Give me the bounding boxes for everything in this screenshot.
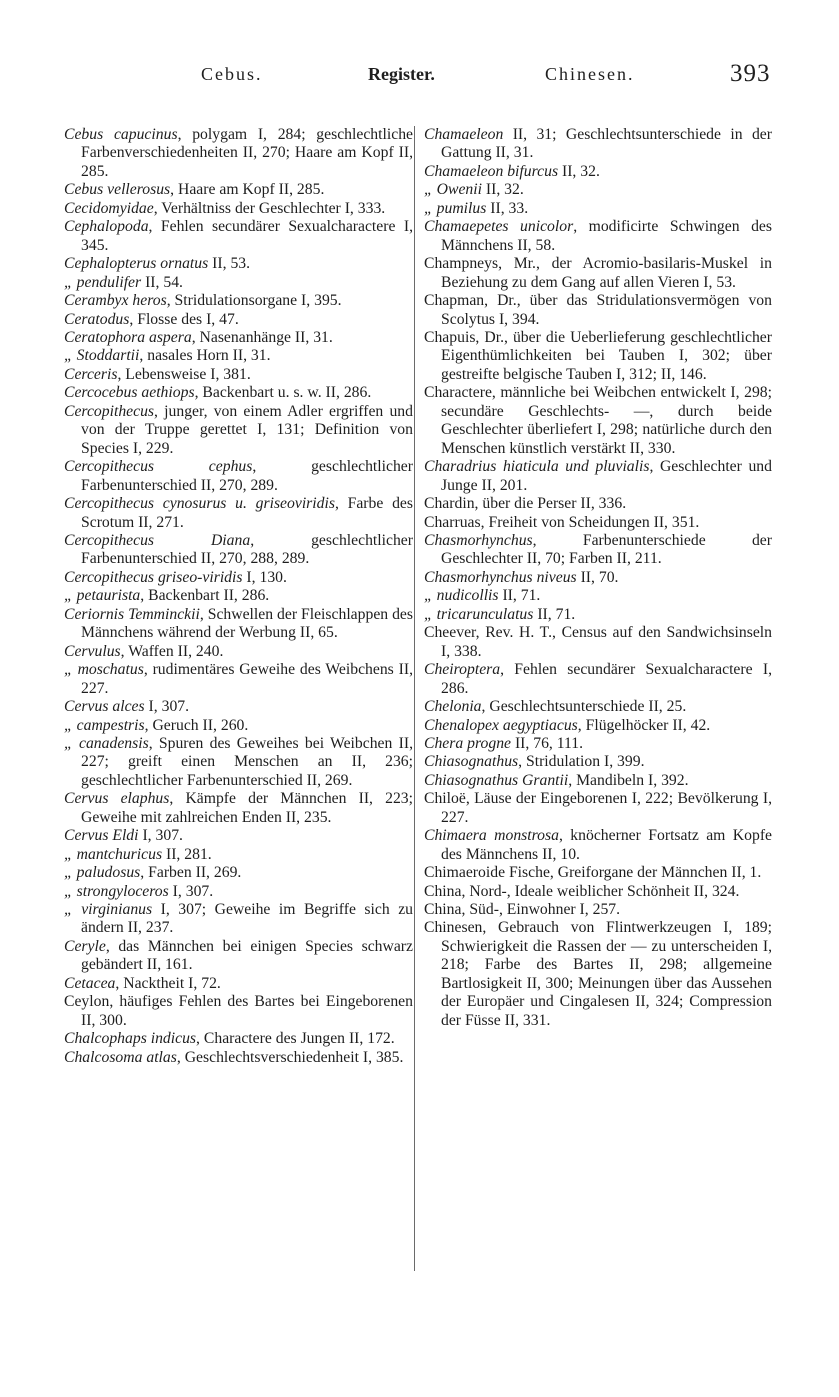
index-entry: [64, 735, 413, 790]
index-text: II, 53.: [208, 255, 251, 273]
index-entry: [64, 384, 413, 402]
index-text: , Backenbart II, 286.: [140, 587, 270, 605]
index-term: Cervus alces: [64, 698, 145, 716]
index-text: Chimaeroide Fische, Greiforgane der Männchen II, 1.: [424, 864, 762, 882]
index-entry: [424, 587, 772, 605]
index-entry: [424, 772, 772, 790]
index-term: Cercopithecus cephus: [64, 458, 253, 476]
index-term: Cephalopterus ornatus: [64, 255, 209, 273]
index-term: Cecidomyidae: [64, 199, 154, 217]
index-term: „ campestris: [64, 716, 145, 734]
index-term: Chamaepetes unicolor: [424, 218, 574, 236]
index-text: , Nacktheit I, 72.: [115, 974, 221, 992]
index-entry: [64, 606, 413, 643]
index-term: „ tricarunculatus: [424, 605, 534, 623]
index-text: I, 307.: [138, 827, 183, 845]
index-term: „ virginianus: [64, 901, 153, 919]
index-entry: [424, 532, 772, 569]
index-term: Charadrius hiaticula und pluvialis: [424, 458, 650, 476]
index-term: „ pumilus: [424, 199, 487, 217]
index-term: Chalcosoma atlas: [64, 1048, 177, 1066]
index-text: II, 70.: [576, 568, 619, 586]
index-entry: [64, 790, 413, 827]
index-term: Chiasognathus Grantii: [424, 771, 569, 789]
index-text: II, 32.: [481, 181, 524, 199]
index-entry: [64, 883, 413, 901]
index-entry: [424, 790, 772, 827]
index-text: China, Nord-, Ideale weiblicher Schönheit II, 324.: [424, 882, 740, 900]
index-term: Cervulus: [64, 642, 121, 660]
index-text: , Farben II, 269.: [140, 864, 242, 882]
index-entry: [424, 717, 772, 735]
index-entry: [424, 901, 772, 919]
index-text: Chapman, Dr., über das Stridulationsvermögen von Scolytus I, 394.: [424, 292, 772, 328]
index-term: Chamaeleon bifurcus: [424, 162, 559, 180]
index-term: Cebus capucinus: [64, 126, 178, 143]
page-header: [66, 58, 771, 92]
index-term: Chalcophaps indicus: [64, 1030, 197, 1048]
index-entry: [64, 864, 413, 882]
index-entry: [64, 532, 413, 569]
index-entry: [64, 846, 413, 864]
index-text: Cheever, Rev. H. T., Census auf den Sandwichsinseln I, 338.: [424, 624, 772, 660]
index-entry: [64, 292, 413, 310]
index-text: Chardin, über die Perser II, 336.: [424, 495, 627, 513]
index-entry: [424, 181, 772, 199]
page-number: 393: [730, 60, 771, 87]
index-term: Chasmorhynchus niveus: [424, 568, 577, 586]
index-text: I, 130.: [242, 568, 287, 586]
index-text: , Verhältniss der Geschlechter I, 333.: [153, 199, 386, 217]
index-column-right: [424, 126, 772, 1030]
index-text: Ceylon, häufiges Fehlen des Bartes bei Eingeborenen II, 300.: [64, 993, 413, 1029]
index-text: II, 31; Geschlechtsunterschiede in der Gattung II, 31.: [441, 126, 772, 162]
index-term: Cervus Eldi: [64, 827, 139, 845]
index-text: , Geschlechtsverschiedenheit I, 385.: [176, 1048, 404, 1066]
index-entry: [424, 255, 772, 292]
index-entry: [64, 993, 413, 1030]
index-text: II, 54.: [141, 273, 183, 291]
index-text: I, 307.: [168, 882, 214, 900]
index-text: , Flosse des I, 47.: [129, 310, 239, 328]
index-text: , Farbe des Scrotum II, 271.: [81, 495, 413, 531]
index-entry: [424, 735, 772, 753]
index-term: „ strongyloceros: [64, 882, 169, 900]
index-text: II, 71.: [498, 587, 541, 605]
index-entry: [424, 606, 772, 624]
index-text: , Charactere des Jungen II, 172.: [196, 1030, 395, 1048]
index-entry: [64, 661, 413, 698]
index-entry: [424, 292, 772, 329]
index-entry: [424, 919, 772, 1030]
index-entry: [64, 274, 413, 292]
index-term: Cercopithecus Diana: [64, 531, 251, 549]
index-text: , geschlechtlicher Farbenunterschied II, 270, 289.: [81, 458, 413, 494]
index-text: , polygam I, 284; geschlechtliche Farbenverschiedenheiten II, 270; Haare am Kopf II, 285.: [81, 126, 413, 180]
index-entry: [424, 569, 772, 587]
index-text: Chiloë, Läuse der Eingeborenen I, 222; Bevölkerung I, 227.: [424, 790, 772, 826]
index-entry: [64, 698, 413, 716]
header-left-word: Cebus.: [201, 64, 263, 84]
index-entry: [424, 514, 772, 532]
index-term: Cebus vellerosus: [64, 181, 171, 199]
index-text: , Schwellen der Fleischlappen des Männchens während der Werbung II, 65.: [81, 605, 414, 642]
index-term: Cercopithecus cynosurus u. griseoviridis: [64, 495, 335, 513]
index-text: , geschlechtlicher Farbenunterschied II, 270, 288, 289.: [81, 531, 413, 568]
index-term: Cercocebus aethiops: [64, 384, 195, 402]
index-entry: [424, 864, 772, 882]
index-entry: [64, 181, 413, 199]
index-entry: [424, 661, 772, 698]
header-center-word: Register.: [368, 64, 435, 84]
index-text: , Lebensweise I, 381.: [117, 365, 251, 383]
index-entry: [424, 883, 772, 901]
index-text: , das Männchen bei einigen Species schwarz gebändert II, 161.: [81, 937, 413, 974]
index-term: Ceryle: [64, 937, 106, 955]
index-text: II, 76, 111.: [511, 734, 584, 752]
index-text: , Kämpfe der Männchen II, 223; Geweihe mit zahlreichen Enden II, 235.: [81, 790, 414, 826]
index-term: Cetacea: [64, 974, 116, 992]
index-term: Cervus elaphus: [64, 790, 170, 808]
index-term: Chamaeleon: [424, 126, 504, 143]
index-text: , Waffen II, 240.: [120, 642, 224, 660]
index-entry: [424, 698, 772, 716]
index-entry: [64, 938, 413, 975]
index-entry: [424, 126, 772, 163]
index-text: Charactere, männliche bei Weibchen entwickelt I, 298; secundäre Geschlechts- —, durch beide Geschlechter überliefert I, 298; natürliche durch den Menschen künstlich verstärkt II, 330.: [424, 384, 772, 457]
index-term: Cercopithecus: [64, 402, 155, 420]
index-entry: [64, 569, 413, 587]
index-entry: [64, 1030, 413, 1048]
index-entry: [424, 218, 772, 255]
index-text: , Spuren des Geweihes bei Weibchen II, 227; greift einen Menschen an II, 236; geschlechtlicher Farbenunterschied II, 269.: [81, 734, 413, 789]
index-entry: [424, 329, 772, 384]
index-term: Chasmorhynchus: [424, 531, 533, 549]
index-term: Chera progne: [424, 734, 512, 752]
index-entry: [64, 587, 413, 605]
index-text: II, 32.: [558, 162, 600, 180]
index-entry: [64, 458, 413, 495]
index-entry: [424, 827, 772, 864]
index-text: , Stridulation I, 399.: [518, 753, 645, 771]
index-text: Charruas, Freiheit von Scheidungen II, 351.: [424, 513, 700, 531]
index-entry: [64, 403, 413, 458]
index-text: , Backenbart u. s. w. II, 286.: [194, 384, 372, 402]
index-entry: [64, 255, 413, 273]
index-column-left: [64, 126, 413, 1067]
index-text: , Geruch II, 260.: [144, 716, 249, 734]
index-term: „ Owenii: [424, 181, 482, 199]
index-text: II, 33.: [486, 199, 529, 217]
index-entry: [424, 200, 772, 218]
index-text: , Flügelhöcker II, 42.: [577, 716, 711, 734]
index-text: I, 307; Geweihe im Begriffe sich zu ändern II, 237.: [81, 901, 413, 937]
index-text: II, 71.: [533, 605, 576, 623]
index-entry: [64, 495, 413, 532]
index-term: Chelonia: [424, 698, 482, 716]
index-term: „ mantchuricus: [64, 845, 163, 863]
index-text: Chapuis, Dr., über die Ueberlieferung geschlechtlicher Eigenthümlichkeiten bei Tauben I, 302; über gestreifte belgische Tauben I, 312; II, 146.: [424, 328, 772, 383]
index-entry: [64, 218, 413, 255]
index-term: Ceratodus: [64, 310, 130, 328]
index-text: , Haare am Kopf II, 285.: [170, 181, 325, 199]
index-entry: [64, 643, 413, 661]
index-entry: [64, 366, 413, 384]
index-text: , Geschlechtsunterschiede II, 25.: [481, 698, 687, 716]
index-text: , Stridulationsorgane I, 395.: [166, 292, 342, 310]
index-entry: [424, 163, 772, 181]
index-term: „ canadensis: [64, 734, 149, 752]
index-term: „ petaurista: [64, 587, 141, 605]
index-text: , Nasenanhänge II, 31.: [191, 328, 333, 346]
index-entry: [424, 384, 772, 458]
index-entry: [64, 975, 413, 993]
index-text: II, 281.: [162, 845, 212, 863]
index-entry: [64, 200, 413, 218]
index-text: Champneys, Mr., der Acromio-basilaris-Muskel in Beziehung zu dem Gang auf allen Vieren I, 53.: [424, 255, 772, 291]
index-term: Ceratophora aspera: [64, 328, 192, 346]
index-term: Cerceris: [64, 365, 118, 383]
index-entry: [64, 717, 413, 735]
index-text: , Fehlen secundärer Sexualcharactere I, 345.: [81, 218, 413, 254]
index-term: Chimaera monstrosa: [424, 827, 559, 845]
index-text: , Farbenunterschiede der Geschlechter II, 70; Farben II, 211.: [441, 531, 772, 568]
index-term: Cheiroptera: [424, 661, 501, 679]
index-term: „ pendulifer: [64, 273, 142, 291]
index-text: , modificirte Schwingen des Männchens II, 58.: [441, 218, 772, 254]
index-term: Cerambyx heros: [64, 292, 167, 310]
index-text: China, Süd-, Einwohner I, 257.: [424, 901, 621, 919]
index-term: Cercopithecus griseo-viridis: [64, 568, 243, 586]
index-entry: [424, 495, 772, 513]
index-text: , knöcherner Fortsatz am Kopfe des Männchens II, 10.: [441, 827, 773, 863]
header-right-word: Chinesen.: [545, 64, 635, 84]
index-term: „ nudicollis: [424, 587, 499, 605]
index-entry: [64, 329, 413, 347]
index-term: Cephalopoda: [64, 218, 149, 236]
index-text: , rudimentäres Geweihe des Weibchens II, 227.: [81, 661, 413, 697]
index-entry: [424, 458, 772, 495]
index-entry: [424, 624, 772, 661]
index-text: I, 307.: [144, 698, 190, 716]
index-entry: [64, 347, 413, 365]
index-text: , Fehlen secundärer Sexualcharactere I, 286.: [441, 661, 772, 697]
column-divider: [414, 126, 415, 1271]
index-text: , Mandibeln I, 392.: [568, 771, 689, 789]
index-term: „ paludosus: [64, 864, 141, 882]
index-term: „ Stoddartii: [64, 347, 140, 365]
index-entry: [64, 1049, 413, 1067]
index-text: , nasales Horn II, 31.: [139, 347, 271, 365]
index-text: Chinesen, Gebrauch von Flintwerkzeugen I, 189; Schwierigkeit die Rassen der — zu unterscheiden I, 218; Farbe des Bartes II, 298; allgemeine Bartlosigkeit II, 300; Meinungen über das Aussehen der Europäer und Cingalesen II, 324; Compression der Füsse II, 331.: [424, 919, 772, 1029]
index-text: , junger, von einem Adler ergriffen und von der Truppe gerettet I, 131; Definition von Species I, 229.: [81, 402, 413, 457]
index-entry: [64, 827, 413, 845]
index-entry: [64, 311, 413, 329]
index-entry: [64, 901, 413, 938]
index-entry: [64, 126, 413, 181]
index-term: „ moschatus: [64, 661, 144, 679]
index-text: , Geschlechter und Junge II, 201.: [441, 458, 772, 494]
index-entry: [424, 753, 772, 771]
index-term: Ceriornis Temminckii: [64, 605, 200, 623]
index-term: Chenalopex aegyptiacus: [424, 716, 578, 734]
index-term: Chiasognathus: [424, 753, 519, 771]
